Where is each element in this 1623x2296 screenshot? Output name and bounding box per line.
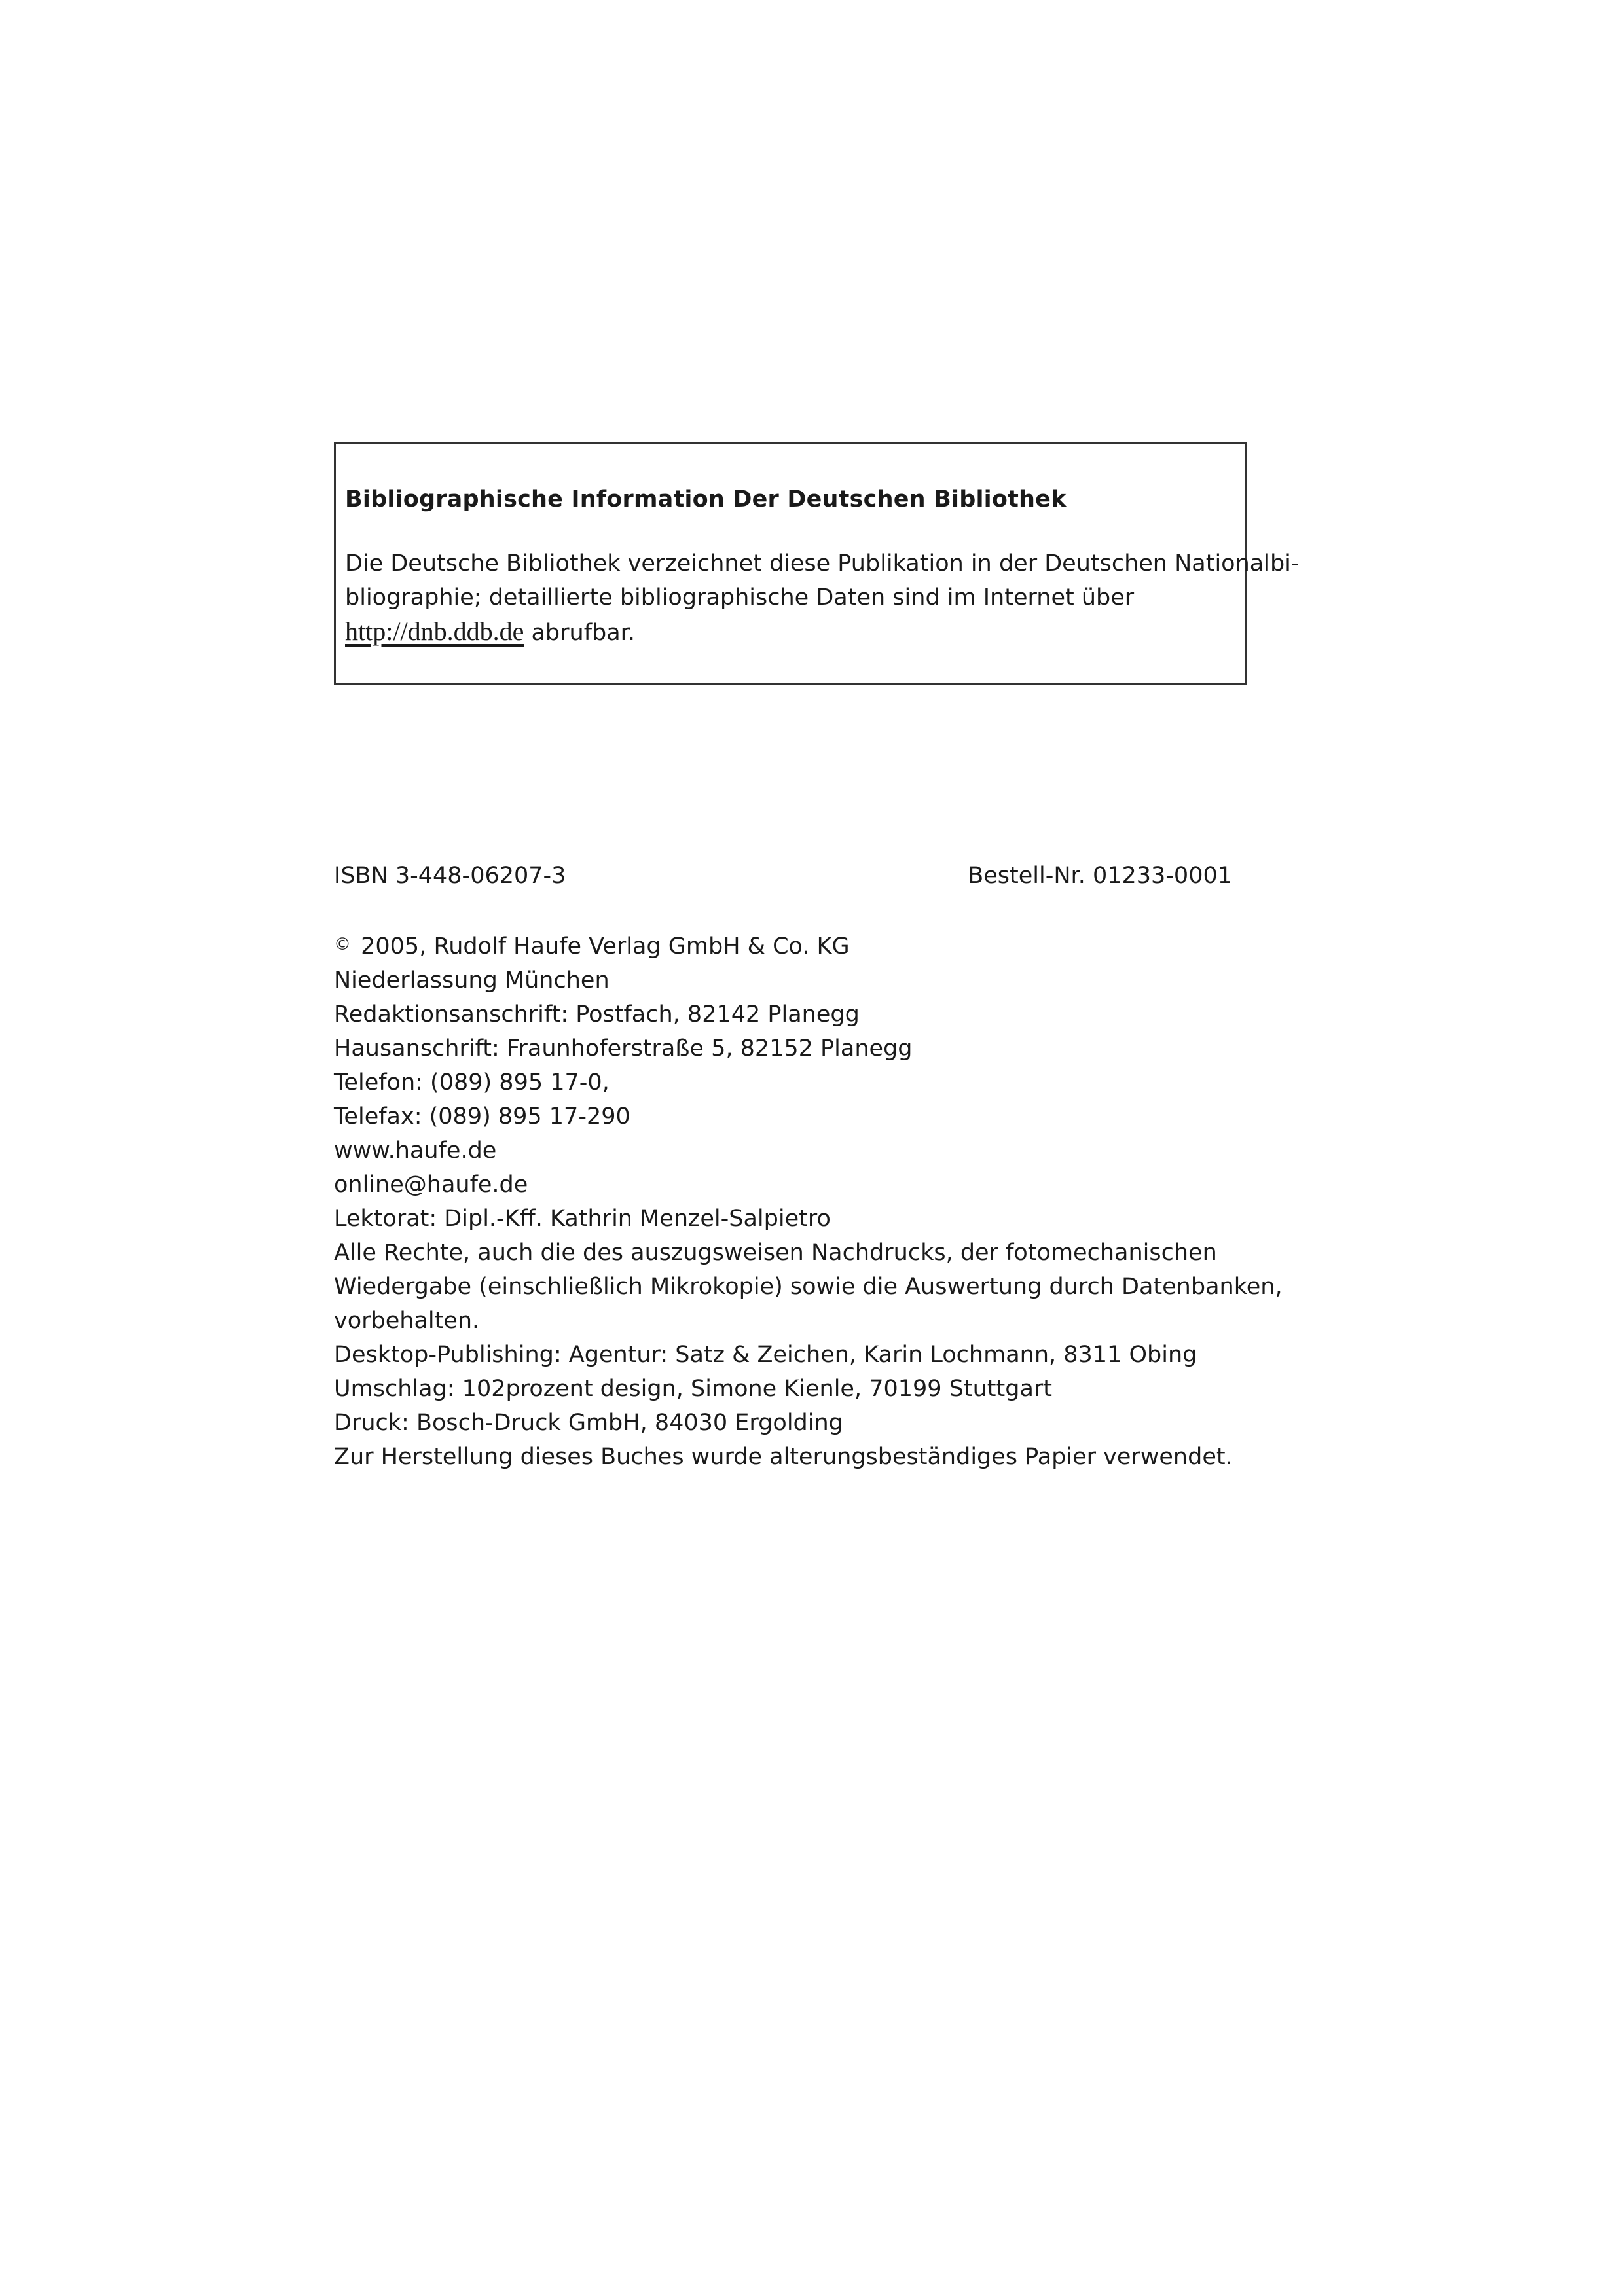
print-line: Druck: Bosch-Druck GmbH, 84030 Ergolding	[334, 1410, 843, 1436]
rights-line-2: Wiedergabe (einschließlich Mikrokopie) sowie die Auswertung durch Datenbanken,	[334, 1274, 1283, 1300]
rights-line-3: vorbehalten.	[334, 1308, 480, 1334]
bibliographic-text-line-1: Die Deutsche Bibliothek verzeichnet diese Publikation in der Deutschen Nationalbi-	[345, 550, 1300, 577]
bibliographic-info-box	[334, 442, 1300, 685]
house-address-line: Hausanschrift: Fraunhoferstraße 5, 82152 Planegg	[334, 1035, 913, 1062]
editorial-address-line: Redaktionsanschrift: Postfach, 82142 Planegg	[334, 1001, 860, 1028]
bibliographic-info-title: Bibliographische Information Der Deutschen Bibliothek	[345, 486, 1067, 512]
website-line[interactable]: www.haufe.de	[334, 1138, 497, 1164]
isbn-row	[334, 859, 1232, 893]
rights-line-1: Alle Rechte, auch die des auszugsweisen Nachdrucks, der fotomechanischen	[334, 1240, 1217, 1266]
order-number: Bestell-Nr. 01233-0001	[968, 863, 1232, 889]
bibliographic-info-text	[345, 547, 1300, 650]
copyright-symbol: ©	[334, 935, 351, 954]
bibliographic-text-line-3	[345, 615, 1235, 650]
imprint-block	[334, 927, 1283, 1474]
phone-line: Telefon: (089) 895 17-0,	[334, 1069, 610, 1096]
cover-design-line: Umschlag: 102prozent design, Simone Kienle, 70199 Stuttgart	[334, 1376, 1053, 1402]
fax-line: Telefax: (089) 895 17-290	[334, 1103, 630, 1130]
copyright-line	[334, 927, 1264, 963]
branch-line: Niederlassung München	[334, 967, 610, 994]
bibliographic-url-suffix: abrufbar.	[524, 620, 635, 646]
isbn-number: ISBN 3-448-06207-3	[334, 863, 566, 889]
paper-note-line: Zur Herstellung dieses Buches wurde alterungsbeständiges Papier verwendet.	[334, 1444, 1233, 1470]
desktop-publishing-line: Desktop-Publishing: Agentur: Satz & Zeichen, Karin Lochmann, 8311 Obing	[334, 1342, 1197, 1368]
email-line[interactable]: online@haufe.de	[334, 1172, 528, 1198]
copyright-text: 2005, Rudolf Haufe Verlag GmbH & Co. KG	[354, 933, 850, 960]
bibliographic-text-line-2: bliographie; detaillierte bibliographische Daten sind im Internet über	[345, 584, 1135, 611]
dnb-link[interactable]: http://dnb.ddb.de	[345, 617, 524, 646]
editor-line: Lektorat: Dipl.-Kff. Kathrin Menzel-Salpietro	[334, 1206, 831, 1232]
